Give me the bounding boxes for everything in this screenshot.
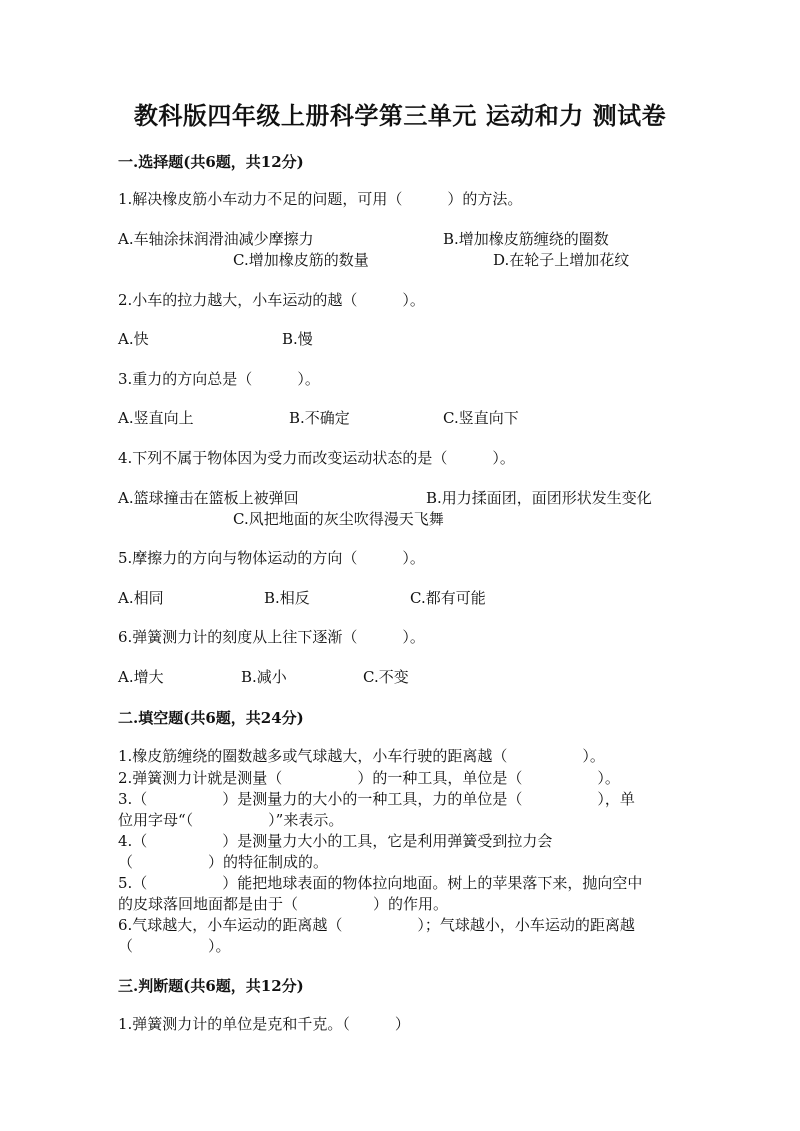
fill-line: 6.气球越大，小车运动的距离越（ ）；气球越小，小车运动的距离越 [118,916,635,934]
section-1-heading: 一.选择题(共6题，共12分) [118,153,304,171]
q2-option-a: A.快 [118,330,149,348]
q4-option-a: A.篮球撞击在篮板上被弹回 [118,489,299,507]
fill-line: 4.（ ）是测量力大小的工具，它是利用弹簧受到拉力会 [118,832,553,850]
fill-line: （ ）的特征制成的。 [118,853,329,871]
fill-line: 5.（ ）能把地球表面的物体拉向地面。树上的苹果落下来，抛向空中 [118,874,643,892]
q4-stem: 4.下列不属于物体因为受力而改变运动状态的是（ ）。 [118,449,515,467]
section-3-heading: 三.判断题(共6题，共12分) [118,977,304,995]
q1-option-c: C.增加橡皮筋的数量 [233,251,369,269]
section-2-heading: 二.填空题(共6题，共24分) [118,709,304,727]
q4-option-b: B.用力揉面团，面团形状发生变化 [426,489,652,507]
q3-option-a: A.竖直向上 [118,409,194,427]
q1-stem: 1.解决橡皮筋小车动力不足的问题，可用（ ）的方法。 [118,190,523,208]
fill-line: 1.橡皮筋缠绕的圈数越多或气球越大，小车行驶的距离越（ ）。 [118,747,605,765]
q1-option-d: D.在轮子上增加花纹 [493,251,630,269]
fill-line: （ ）。 [118,937,231,955]
q3-option-b: B.不确定 [289,409,350,427]
q2-option-b: B.慢 [282,330,313,348]
q5-stem: 5.摩擦力的方向与物体运动的方向（ ）。 [118,549,425,567]
q6-stem: 6.弹簧测力计的刻度从上往下逐渐（ ）。 [118,628,425,646]
q5-option-b: B.相反 [264,589,310,607]
judge-q1: 1.弹簧测力计的单位是克和千克。（ ） [118,1015,410,1033]
q6-option-b: B.减小 [241,668,287,686]
fill-line: 3.（ ）是测量力的大小的一种工具，力的单位是（ ），单 [118,790,635,808]
fill-line: 的皮球落回地面都是由于（ ）的作用。 [118,895,449,913]
q3-option-c: C.竖直向下 [443,409,519,427]
q6-option-c: C.不变 [363,668,409,686]
q3-stem: 3.重力的方向总是（ ）。 [118,370,320,388]
q5-option-c: C.都有可能 [410,589,486,607]
q5-option-a: A.相同 [118,589,164,607]
fill-line: 位用字母“（ ）”来表示。 [118,811,344,829]
q2-stem: 2.小车的拉力越大，小车运动的越（ ）。 [118,291,425,309]
q1-option-a: A.车轴涂抹润滑油减少摩擦力 [118,230,314,248]
fill-line: 2.弹簧测力计就是测量（ ）的一种工具，单位是（ ）。 [118,769,620,787]
q4-option-c: C.风把地面的灰尘吹得漫天飞舞 [233,510,444,528]
exam-title: 教科版四年级上册科学第三单元 运动和力 测试卷 [133,101,667,130]
q6-option-a: A.增大 [118,668,164,686]
q1-option-b: B.增加橡皮筋缠绕的圈数 [443,230,609,248]
